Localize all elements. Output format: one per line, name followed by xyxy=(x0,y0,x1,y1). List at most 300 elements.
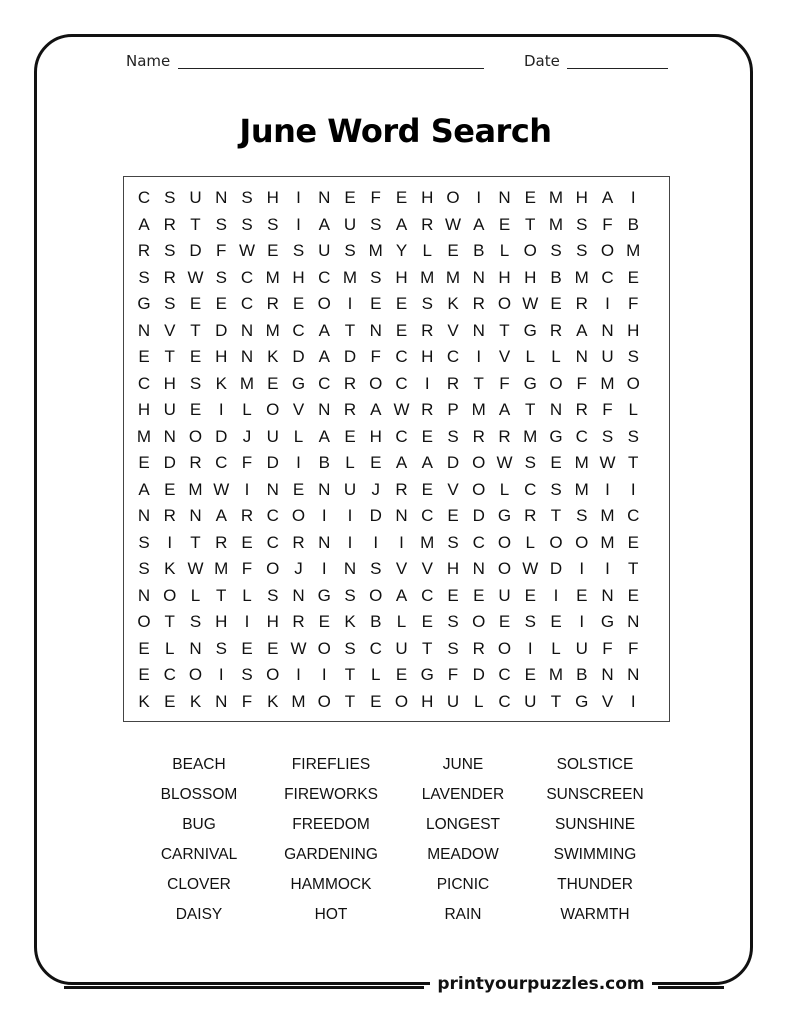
grid-letter: B xyxy=(550,267,562,287)
grid-letter: E xyxy=(395,188,408,207)
footer-rule-right xyxy=(658,986,724,989)
grid-letter: O xyxy=(317,638,331,658)
grid-letter: H xyxy=(524,267,537,287)
grid-letter: C xyxy=(421,585,434,605)
grid-letter: S xyxy=(215,214,227,234)
word-list-item: GARDENING xyxy=(284,846,378,863)
grid-letter: O xyxy=(163,585,177,605)
grid-letter: I xyxy=(347,506,353,525)
grid-letter: F xyxy=(241,453,253,472)
letter-grid xyxy=(123,176,670,722)
grid-letter: T xyxy=(164,612,175,631)
grid-letter: G xyxy=(291,373,306,393)
grid-letter: C xyxy=(498,665,511,684)
grid-letter: E xyxy=(370,294,382,313)
grid-letter: M xyxy=(368,241,383,260)
grid-letter: I xyxy=(630,188,636,207)
grid-letter: A xyxy=(318,320,330,340)
grid-letter: T xyxy=(550,691,562,711)
name-field-line xyxy=(178,68,484,69)
grid-letter: O xyxy=(472,479,486,499)
grid-letter: W xyxy=(522,559,539,578)
grid-letter: S xyxy=(370,559,382,578)
word-list-item: BUG xyxy=(182,816,216,833)
grid-letter: T xyxy=(628,453,639,472)
grid-letter: G xyxy=(317,585,331,605)
grid-letter: V xyxy=(395,559,408,578)
grid-letter: R xyxy=(189,453,202,472)
grid-letter: I xyxy=(296,453,301,472)
grid-letter: M xyxy=(188,479,203,499)
grid-letter: I xyxy=(347,532,353,552)
grid-letter: T xyxy=(473,373,484,393)
word-list-item: SWIMMING xyxy=(553,846,637,863)
grid-letter: H xyxy=(395,267,408,287)
grid-letter: N xyxy=(137,506,151,525)
grid-letter: C xyxy=(240,294,254,313)
grid-row xyxy=(124,689,669,715)
grid-letter: E xyxy=(576,585,588,605)
grid-letter: T xyxy=(525,214,536,234)
grid-letter: A xyxy=(318,214,330,234)
grid-letter: H xyxy=(421,188,434,207)
grid-letter: I xyxy=(321,665,327,684)
grid-letter: R xyxy=(163,267,176,287)
grid-letter: O xyxy=(317,691,331,711)
grid-row xyxy=(124,344,669,370)
grid-letter: T xyxy=(190,214,201,234)
grid-letter: I xyxy=(424,373,430,393)
grid-letter: C xyxy=(627,506,640,525)
grid-letter: L xyxy=(525,532,535,552)
grid-letter: E xyxy=(370,691,382,711)
grid-letter: O xyxy=(188,426,203,446)
grid-letter: E xyxy=(550,453,562,472)
grid-letter: R xyxy=(343,373,357,393)
grid-letter: S xyxy=(576,241,588,260)
grid-letter: E xyxy=(267,373,279,393)
date-label: Date xyxy=(524,52,560,70)
grid-letter: M xyxy=(548,214,564,234)
grid-letter: F xyxy=(576,373,587,393)
grid-letter: I xyxy=(321,506,327,525)
grid-letter: O xyxy=(188,665,203,684)
grid-letter: J xyxy=(242,426,252,446)
grid-letter: I xyxy=(373,532,379,552)
grid-letter: M xyxy=(548,665,564,684)
grid-row xyxy=(124,371,669,397)
grid-letter: H xyxy=(137,400,151,419)
grid-letter: M xyxy=(600,373,615,393)
grid-letter: M xyxy=(291,691,306,711)
grid-letter: E xyxy=(189,294,202,313)
grid-letter: N xyxy=(318,532,331,552)
word-list-item: MEADOW xyxy=(427,846,499,863)
word-list-item: LONGEST xyxy=(425,816,501,833)
grid-letter: S xyxy=(524,453,536,472)
grid-letter: S xyxy=(241,665,253,684)
grid-letter: N xyxy=(189,506,202,525)
grid-letter: B xyxy=(473,241,485,260)
grid-letter: B xyxy=(370,612,382,631)
grid-letter: T xyxy=(525,400,536,419)
grid-letter: C xyxy=(292,320,305,340)
grid-letter: L xyxy=(242,585,252,605)
grid-row xyxy=(124,238,669,264)
grid-letter: R xyxy=(575,294,588,313)
grid-letter: E xyxy=(370,453,382,472)
grid-letter: V xyxy=(292,400,305,419)
grid-letter: U xyxy=(575,638,588,658)
grid-letter: N xyxy=(472,559,485,578)
grid-letter: N xyxy=(472,320,485,340)
grid-letter: S xyxy=(627,426,639,446)
grid-row xyxy=(124,503,669,529)
grid-letter: M xyxy=(600,532,615,552)
grid-letter: E xyxy=(473,585,485,605)
grid-letter: E xyxy=(524,188,536,207)
grid-letter: A xyxy=(215,506,227,525)
grid-letter: S xyxy=(447,532,459,552)
footer-website: printyourpuzzles.com xyxy=(430,974,652,994)
grid-letter: L xyxy=(474,691,484,711)
grid-letter: O xyxy=(549,373,563,393)
grid-letter: R xyxy=(549,320,563,340)
grid-letter: T xyxy=(499,320,510,340)
grid-letter: E xyxy=(164,479,176,499)
grid-letter: O xyxy=(497,294,512,313)
grid-letter: D xyxy=(343,347,357,366)
grid-letter: U xyxy=(163,400,176,419)
puzzle-title: June Word Search xyxy=(239,112,552,150)
grid-letter: K xyxy=(189,691,202,711)
grid-letter: U xyxy=(266,426,279,446)
date-field-line xyxy=(567,68,668,69)
name-label: Name xyxy=(126,52,171,70)
grid-letter: R xyxy=(421,320,434,340)
grid-letter: G xyxy=(137,294,151,313)
grid-letter: S xyxy=(138,532,150,552)
grid-letter: U xyxy=(343,479,357,499)
grid-letter: N xyxy=(189,638,202,658)
grid-letter: W xyxy=(187,559,204,578)
grid-letter: S xyxy=(370,267,382,287)
grid-letter: K xyxy=(267,347,279,366)
grid-letter: H xyxy=(421,347,434,366)
grid-row xyxy=(124,212,669,238)
grid-letter: C xyxy=(575,426,588,446)
grid-letter: M xyxy=(136,426,152,446)
grid-row xyxy=(124,662,669,688)
grid-letter: S xyxy=(138,559,150,578)
grid-letter: K xyxy=(267,691,279,711)
grid-letter: C xyxy=(472,532,485,552)
grid-letter: R xyxy=(421,214,434,234)
grid-letter: O xyxy=(600,241,615,260)
grid-letter: C xyxy=(137,373,151,393)
grid-letter: E xyxy=(138,347,150,366)
grid-letter: D xyxy=(292,347,305,366)
grid-letter: I xyxy=(527,638,533,658)
grid-letter: E xyxy=(189,347,202,366)
grid-letter: H xyxy=(266,188,279,207)
grid-letter: A xyxy=(498,400,511,419)
grid-letter: L xyxy=(551,638,561,658)
grid-letter: N xyxy=(575,347,588,366)
grid-letter: A xyxy=(576,320,588,340)
grid-letter: O xyxy=(266,400,280,419)
grid-letter: T xyxy=(344,320,356,340)
grid-letter: S xyxy=(447,426,459,446)
word-list-item: LAVENDER xyxy=(421,786,505,803)
grid-letter: E xyxy=(447,241,459,260)
grid-letter: R xyxy=(524,506,537,525)
word-list-item: PICNIC xyxy=(436,876,490,893)
grid-letter: C xyxy=(498,691,511,711)
grid-letter: O xyxy=(497,559,512,578)
grid-letter: H xyxy=(163,373,176,393)
grid-letter: F xyxy=(370,347,381,366)
grid-letter: L xyxy=(371,665,381,684)
grid-letter: O xyxy=(266,559,280,578)
grid-letter: G xyxy=(575,691,589,711)
grid-letter: I xyxy=(218,400,224,419)
grid-row xyxy=(124,450,669,476)
grid-letter: W xyxy=(187,267,204,287)
grid-letter: M xyxy=(574,267,589,287)
word-list-item: SOLSTICE xyxy=(556,756,634,773)
grid-row xyxy=(124,397,669,423)
grid-letter: E xyxy=(292,479,305,499)
grid-letter: C xyxy=(601,267,614,287)
grid-letter: E xyxy=(627,532,639,552)
grid-letter: I xyxy=(476,347,482,366)
grid-letter: R xyxy=(215,532,228,552)
grid-row xyxy=(124,424,669,450)
grid-letter: C xyxy=(369,638,382,658)
word-list-item: BEACH xyxy=(172,756,226,773)
grid-letter: N xyxy=(240,347,254,366)
grid-letter: L xyxy=(525,347,535,366)
grid-letter: S xyxy=(447,638,459,658)
grid-letter: N xyxy=(215,188,228,207)
grid-letter: R xyxy=(137,241,151,260)
grid-letter: L xyxy=(293,426,304,446)
grid-letter: N xyxy=(318,400,331,419)
grid-letter: E xyxy=(138,453,150,472)
grid-letter: O xyxy=(317,294,331,313)
grid-letter: H xyxy=(369,426,382,446)
grid-letter: I xyxy=(244,479,250,499)
grid-letter: I xyxy=(296,665,301,684)
grid-letter: R xyxy=(421,400,434,419)
grid-letter: N xyxy=(601,585,614,605)
grid-letter: D xyxy=(446,453,460,472)
grid-letter: C xyxy=(240,267,254,287)
grid-letter: O xyxy=(497,638,512,658)
grid-letter: E xyxy=(395,320,408,340)
grid-letter: E xyxy=(550,294,562,313)
grid-letter: U xyxy=(395,638,408,658)
grid-letter: G xyxy=(420,665,434,684)
grid-letter: F xyxy=(602,400,613,419)
grid-letter: E xyxy=(498,612,511,631)
grid-letter: U xyxy=(601,347,614,366)
grid-letter: E xyxy=(447,585,459,605)
word-list-item: DAISY xyxy=(175,906,223,923)
grid-letter: H xyxy=(575,188,588,207)
word-list-item: SUNSCREEN xyxy=(546,786,644,803)
grid-letter: O xyxy=(472,453,486,472)
grid-letter: R xyxy=(472,426,485,446)
grid-letter: M xyxy=(471,400,486,419)
grid-row xyxy=(124,530,669,556)
grid-letter: H xyxy=(292,267,305,287)
grid-letter: I xyxy=(296,214,301,234)
grid-letter: A xyxy=(395,214,408,234)
grid-letter: M xyxy=(265,267,280,287)
grid-letter: R xyxy=(575,400,588,419)
grid-letter: D xyxy=(266,453,279,472)
word-list-item: THUNDER xyxy=(557,876,633,893)
grid-letter: N xyxy=(292,585,305,605)
grid-letter: E xyxy=(241,532,253,552)
grid-letter: B xyxy=(318,453,330,472)
grid-letter: K xyxy=(344,612,356,631)
grid-letter: I xyxy=(399,532,404,552)
grid-letter: K xyxy=(215,373,227,393)
grid-letter: E xyxy=(421,612,433,631)
grid-letter: R xyxy=(163,506,176,525)
grid-letter: S xyxy=(421,294,433,313)
grid-letter: C xyxy=(215,453,228,472)
grid-letter: I xyxy=(347,294,353,313)
grid-letter: F xyxy=(447,665,459,684)
grid-letter: M xyxy=(214,559,229,578)
grid-letter: G xyxy=(523,320,537,340)
grid-letter: O xyxy=(291,506,306,525)
grid-letter: V xyxy=(447,479,459,499)
grid-letter: A xyxy=(138,479,150,499)
grid-letter: F xyxy=(241,691,253,711)
grid-letter: O xyxy=(369,585,383,605)
grid-letter: T xyxy=(422,638,433,658)
grid-letter: M xyxy=(342,267,358,287)
word-list-item: BLOSSOM xyxy=(160,786,238,803)
grid-letter: R xyxy=(472,294,485,313)
grid-letter: L xyxy=(396,612,407,631)
grid-letter: S xyxy=(576,214,588,234)
grid-letter: C xyxy=(395,426,408,446)
grid-letter: H xyxy=(446,559,460,578)
grid-letter: H xyxy=(421,691,434,711)
grid-row xyxy=(124,636,669,662)
grid-letter: S xyxy=(267,214,279,234)
grid-letter: J xyxy=(294,559,303,578)
grid-letter: A xyxy=(318,426,330,446)
grid-letter: H xyxy=(215,347,228,366)
grid-letter: N xyxy=(137,585,151,605)
grid-letter: S xyxy=(215,638,227,658)
grid-letter: V xyxy=(164,320,176,340)
grid-letter: E xyxy=(292,294,305,313)
grid-letter: E xyxy=(524,585,536,605)
grid-letter: T xyxy=(344,691,356,711)
grid-letter: M xyxy=(600,506,615,525)
grid-letter: N xyxy=(395,506,408,525)
grid-letter: I xyxy=(630,479,636,499)
grid-letter: I xyxy=(296,188,301,207)
word-list-item: RAIN xyxy=(444,906,482,923)
grid-letter: R xyxy=(498,426,511,446)
grid-letter: O xyxy=(497,532,512,552)
grid-letter: M xyxy=(239,373,255,393)
grid-letter: E xyxy=(138,638,150,658)
grid-letter: S xyxy=(344,638,356,658)
grid-letter: V xyxy=(601,691,614,711)
grid-letter: Y xyxy=(395,241,408,260)
grid-letter: E xyxy=(189,400,202,419)
grid-letter: T xyxy=(190,532,201,552)
grid-letter: E xyxy=(421,479,433,499)
grid-letter: C xyxy=(318,267,331,287)
grid-letter: N xyxy=(498,188,511,207)
grid-letter: E xyxy=(421,426,433,446)
grid-letter: E xyxy=(498,214,511,234)
grid-letter: C xyxy=(524,479,537,499)
grid-letter: W xyxy=(290,638,307,658)
grid-letter: S xyxy=(164,188,176,207)
grid-letter: S xyxy=(164,294,176,313)
grid-letter: U xyxy=(318,241,331,260)
grid-letter: F xyxy=(241,559,253,578)
grid-letter: A xyxy=(421,453,433,472)
grid-letter: F xyxy=(628,638,639,658)
grid-letter: U xyxy=(189,188,202,207)
grid-letter: T xyxy=(164,347,175,366)
grid-letter: M xyxy=(626,241,641,260)
grid-letter: D xyxy=(472,665,485,684)
grid-letter: D xyxy=(163,453,176,472)
grid-letter: U xyxy=(498,585,511,605)
grid-letter: M xyxy=(445,267,461,287)
grid-letter: S xyxy=(215,267,227,287)
grid-letter: A xyxy=(395,453,408,472)
grid-letter: E xyxy=(395,665,408,684)
grid-letter: M xyxy=(420,267,435,287)
grid-letter: L xyxy=(499,479,510,499)
grid-letter: L xyxy=(242,400,252,419)
grid-letter: H xyxy=(498,267,511,287)
grid-letter: T xyxy=(550,506,562,525)
grid-letter: R xyxy=(292,532,305,552)
grid-letter: L xyxy=(345,453,355,472)
grid-letter: W xyxy=(393,400,410,419)
grid-letter: E xyxy=(267,241,279,260)
grid-letter: E xyxy=(138,665,150,684)
grid-letter: O xyxy=(369,373,383,393)
grid-letter: E xyxy=(344,426,356,446)
grid-letter: H xyxy=(266,612,279,631)
grid-letter: C xyxy=(395,373,408,393)
grid-letter: U xyxy=(446,691,460,711)
grid-letter: B xyxy=(576,665,588,684)
grid-letter: N xyxy=(472,267,485,287)
word-list-item: FIREFLIES xyxy=(291,756,371,773)
word-list-item: HOT xyxy=(314,906,348,923)
grid-letter: K xyxy=(164,559,176,578)
grid-letter: C xyxy=(266,506,279,525)
